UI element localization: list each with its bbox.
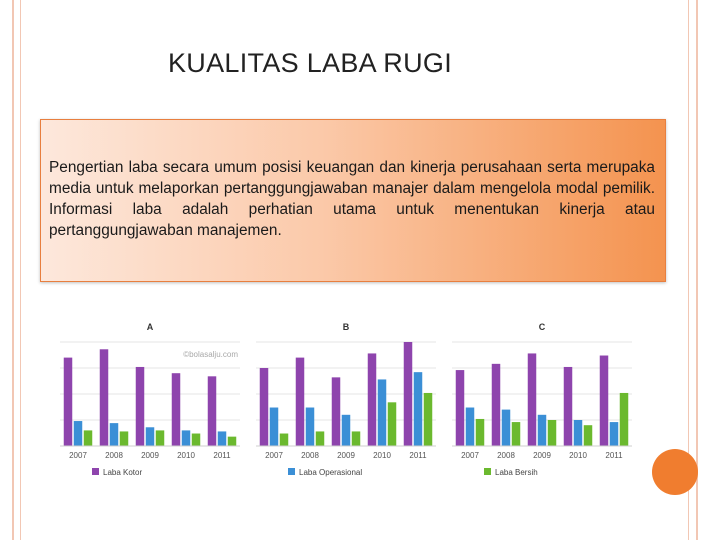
chart-1-bar xyxy=(332,377,341,446)
chart-1-bar xyxy=(270,408,279,446)
chart-2-tick-label: 2008 xyxy=(497,451,515,460)
chart-2-bar xyxy=(512,422,521,446)
chart-0-bar xyxy=(172,373,181,446)
chart-2-legend-label: Laba Bersih xyxy=(495,468,538,477)
chart-1-bar xyxy=(404,342,413,446)
chart-0-legend-swatch xyxy=(92,468,99,475)
chart-2-bar xyxy=(610,422,619,446)
chart-0-tick-label: 2011 xyxy=(213,451,231,460)
chart-0-watermark: ©bolasalju.com xyxy=(183,350,238,359)
chart-1-tick-label: 2009 xyxy=(337,451,355,460)
chart-1-bar xyxy=(368,353,377,446)
chart-2-bar xyxy=(502,410,511,446)
chart-0-bar xyxy=(84,430,93,446)
chart-1-bar xyxy=(414,372,423,446)
chart-2-tick-label: 2007 xyxy=(461,451,479,460)
chart-2-bar xyxy=(584,425,593,446)
bar-charts-figure xyxy=(56,316,648,486)
chart-0-bar xyxy=(110,423,119,446)
chart-2-bar xyxy=(574,420,583,446)
chart-2-bar xyxy=(528,353,537,446)
chart-2-legend-swatch xyxy=(484,468,491,475)
chart-2-bar xyxy=(456,370,465,446)
chart-1-legend-swatch xyxy=(288,468,295,475)
chart-1-bar xyxy=(388,402,397,446)
slide-title: KUALITAS LABA RUGI xyxy=(168,48,452,78)
chart-1-bar xyxy=(352,431,361,446)
chart-0-tick-label: 2010 xyxy=(177,451,195,460)
chart-0-legend-label: Laba Kotor xyxy=(103,468,143,477)
chart-1-legend-label: Laba Operasional xyxy=(299,468,363,477)
decorative-orange-circle xyxy=(652,449,698,495)
chart-0-bar xyxy=(156,430,165,446)
chart-2-title: C xyxy=(538,322,546,332)
chart-2-bar xyxy=(600,356,609,446)
border-rail-right-outer xyxy=(696,0,698,540)
chart-2-bar xyxy=(492,364,501,446)
definition-callout-box xyxy=(40,119,666,282)
chart-2-tick-label: 2009 xyxy=(533,451,551,460)
chart-2-bar xyxy=(564,367,573,446)
border-rail-left-inner xyxy=(20,0,21,540)
chart-1-tick-label: 2011 xyxy=(409,451,427,460)
chart-1-bar xyxy=(424,393,433,446)
chart-0-bar xyxy=(218,431,227,446)
chart-0-bar xyxy=(146,427,155,446)
chart-0-title: A xyxy=(146,322,154,332)
chart-2-bar xyxy=(476,419,485,446)
chart-0-bar xyxy=(100,349,109,446)
chart-0-bar xyxy=(74,421,83,446)
chart-1-bar xyxy=(296,358,305,446)
chart-0-bar xyxy=(120,431,129,446)
chart-0-bar xyxy=(192,434,201,446)
chart-0-bar xyxy=(64,358,73,446)
chart-1-tick-label: 2008 xyxy=(301,451,319,460)
chart-0-bar xyxy=(182,430,191,446)
chart-0-bar xyxy=(228,437,237,446)
chart-0-tick-label: 2009 xyxy=(141,451,159,460)
chart-2-bar xyxy=(620,393,629,446)
chart-1-bar xyxy=(316,431,325,446)
chart-2-bar xyxy=(538,415,547,446)
definition-text: Pengertian laba secara umum posisi keuangan dan kinerja perusahaan serta merupaka media untuk melaporkan pertanggungjawaban manajer dalam mengelola modal pemilik. Informasi laba adalah perhatian utama untuk menentukan kinerja atau pertanggungjawaban manajemen. xyxy=(49,159,655,239)
chart-2-bar xyxy=(466,408,475,446)
border-rail-left-outer xyxy=(12,0,14,540)
chart-0-bar xyxy=(208,376,217,446)
chart-1-bar xyxy=(342,415,351,446)
chart-1-bar xyxy=(306,408,315,446)
chart-1-title: B xyxy=(342,322,350,332)
chart-1-tick-label: 2007 xyxy=(265,451,283,460)
chart-1-bar xyxy=(280,434,289,446)
chart-0-bar xyxy=(136,367,145,446)
chart-0-tick-label: 2007 xyxy=(69,451,87,460)
chart-1-bar xyxy=(260,368,269,446)
chart-2-bar xyxy=(548,420,557,446)
chart-2-tick-label: 2011 xyxy=(605,451,623,460)
chart-1-bar xyxy=(378,379,387,446)
chart-2-tick-label: 2010 xyxy=(569,451,587,460)
chart-0-tick-label: 2008 xyxy=(105,451,123,460)
chart-1-tick-label: 2010 xyxy=(373,451,391,460)
